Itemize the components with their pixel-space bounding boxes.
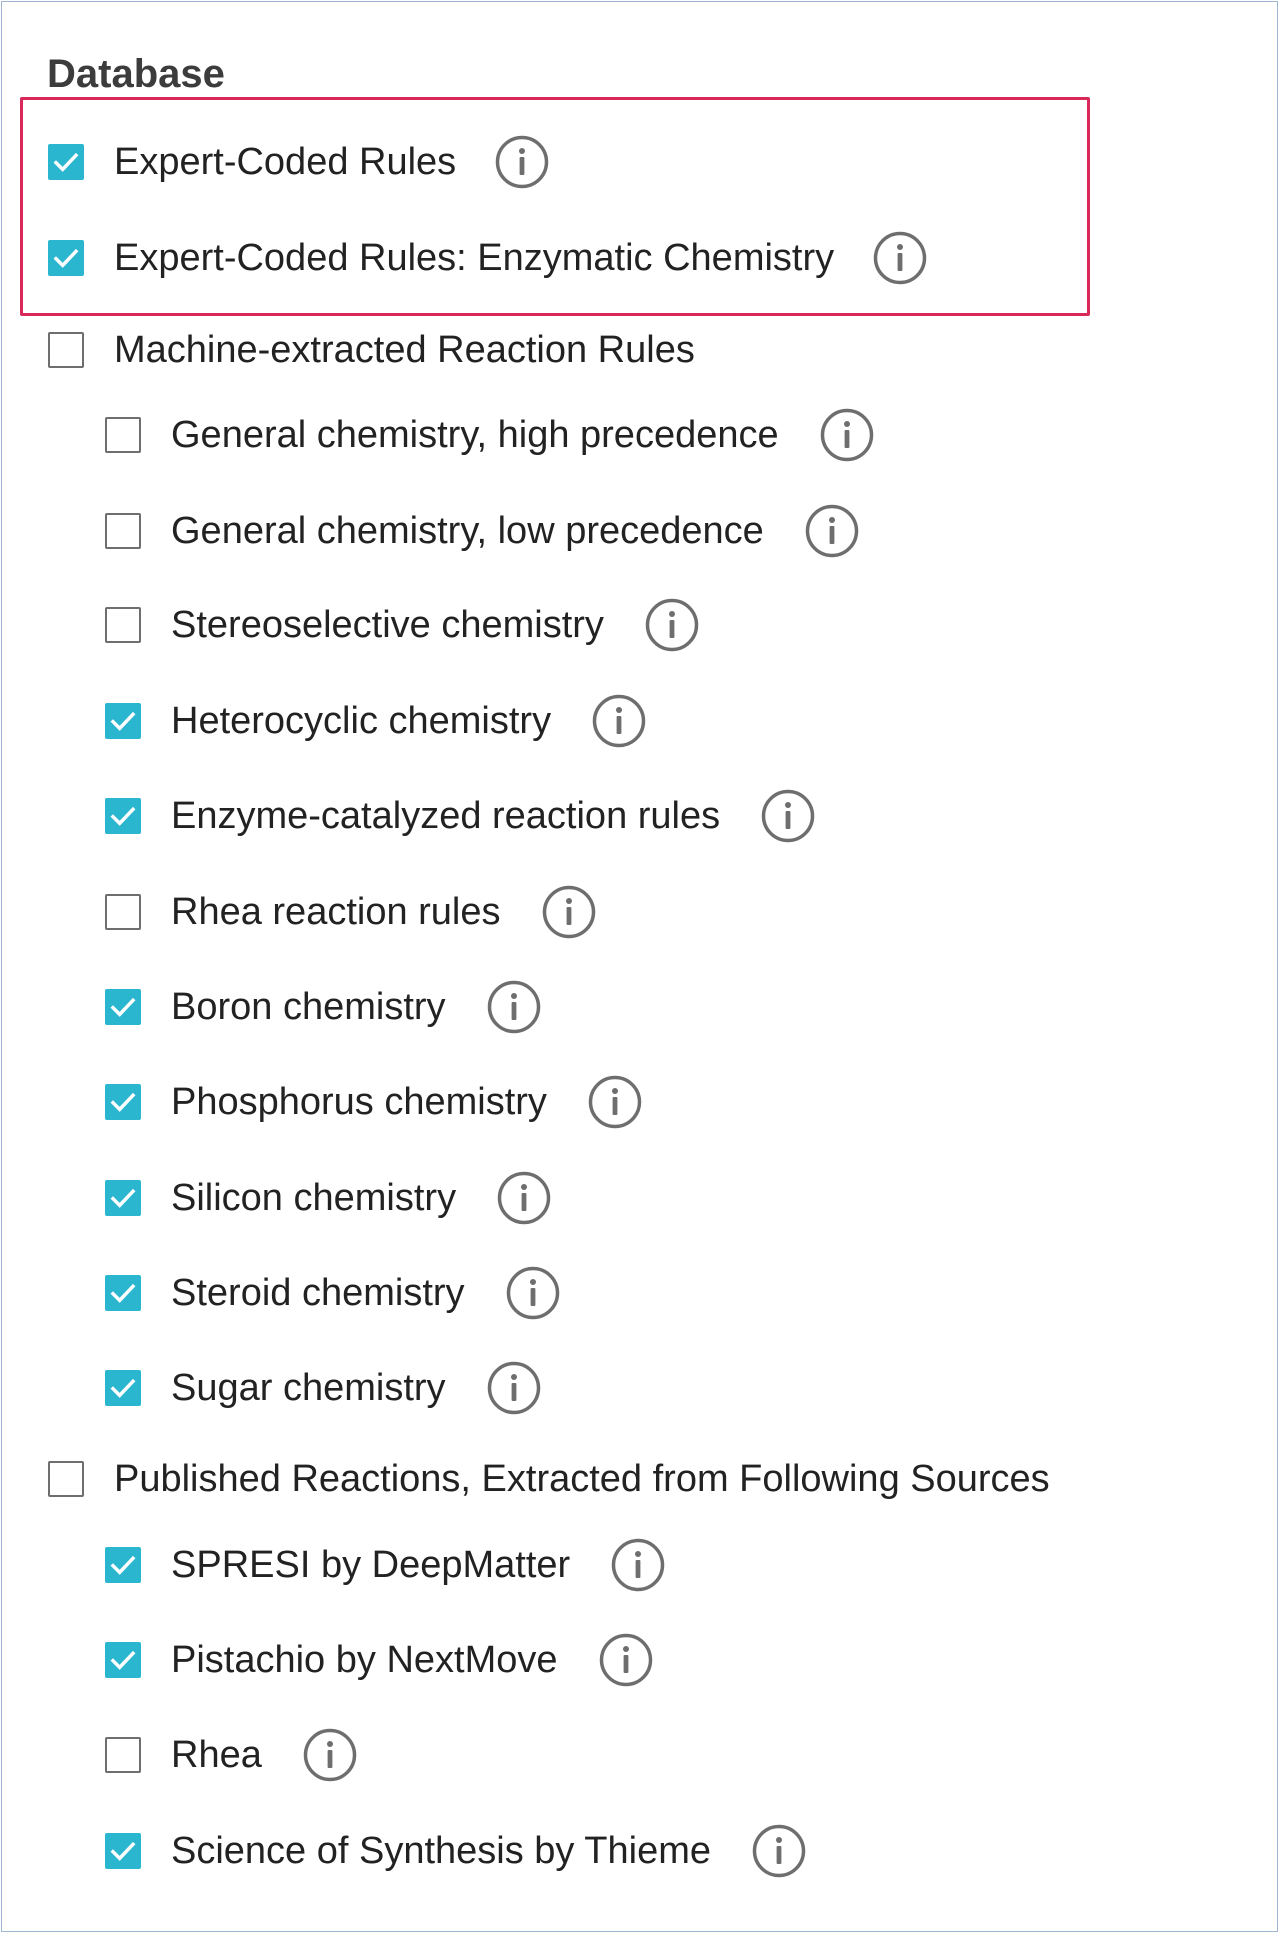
- info-icon[interactable]: [751, 1823, 807, 1879]
- checkbox-enzyme-catalyzed-reaction-rules[interactable]: [105, 798, 141, 834]
- checkbox-heterocyclic-chemistry[interactable]: [105, 703, 141, 739]
- checkbox-general-chemistry-low-precedence[interactable]: [105, 513, 141, 549]
- info-icon[interactable]: [610, 1537, 666, 1593]
- option-label-rhea-reaction-rules[interactable]: Rhea reaction rules: [171, 891, 501, 933]
- option-row-expert-coded-rules-enzymatic[interactable]: [48, 228, 928, 288]
- info-icon[interactable]: [541, 884, 597, 940]
- option-row-expert-coded-rules[interactable]: [48, 132, 550, 192]
- option-row-spresi-by-deepmatter[interactable]: [105, 1535, 666, 1595]
- checkbox-science-of-synthesis-by-thieme[interactable]: [105, 1833, 141, 1869]
- option-row-rhea[interactable]: [105, 1725, 358, 1785]
- checkbox-stereoselective-chemistry[interactable]: [105, 607, 141, 643]
- option-row-boron-chemistry[interactable]: [105, 977, 542, 1037]
- option-label-pistachio-by-nextmove[interactable]: Pistachio by NextMove: [171, 1639, 558, 1681]
- option-row-sugar-chemistry[interactable]: [105, 1358, 542, 1418]
- info-icon[interactable]: [804, 503, 860, 559]
- checkbox-general-chemistry-high-precedence[interactable]: [105, 417, 141, 453]
- checkmark-icon: [107, 705, 139, 737]
- checkbox-spresi-by-deepmatter[interactable]: [105, 1547, 141, 1583]
- checkmark-icon: [107, 1277, 139, 1309]
- option-row-stereoselective-chemistry[interactable]: [105, 595, 700, 655]
- checkbox-sugar-chemistry[interactable]: [105, 1370, 141, 1406]
- database-panel: [1, 1, 1278, 1932]
- info-icon[interactable]: [496, 1170, 552, 1226]
- checkbox-boron-chemistry[interactable]: [105, 989, 141, 1025]
- info-icon[interactable]: [872, 230, 928, 286]
- checkmark-icon: [50, 242, 82, 274]
- option-row-pistachio-by-nextmove[interactable]: [105, 1630, 654, 1690]
- checkmark-icon: [107, 1372, 139, 1404]
- info-icon[interactable]: [819, 407, 875, 463]
- option-row-steroid-chemistry[interactable]: [105, 1263, 561, 1323]
- checkbox-phosphorus-chemistry[interactable]: [105, 1084, 141, 1120]
- option-label-sugar-chemistry[interactable]: Sugar chemistry: [171, 1367, 446, 1409]
- checkbox-expert-coded-rules[interactable]: [48, 144, 84, 180]
- option-label-published-reactions[interactable]: Published Reactions, Extracted from Following Sources: [114, 1458, 1050, 1500]
- checkmark-icon: [107, 1182, 139, 1214]
- option-row-silicon-chemistry[interactable]: [105, 1168, 552, 1228]
- checkmark-icon: [107, 991, 139, 1023]
- option-label-general-chemistry-low-precedence[interactable]: General chemistry, low precedence: [171, 510, 764, 552]
- option-row-general-chemistry-high-precedence[interactable]: [105, 405, 875, 465]
- option-row-machine-extracted-reaction-rules[interactable]: [48, 320, 695, 380]
- checkmark-icon: [50, 146, 82, 178]
- checkbox-pistachio-by-nextmove[interactable]: [105, 1642, 141, 1678]
- checkbox-expert-coded-rules-enzymatic[interactable]: [48, 240, 84, 276]
- option-label-science-of-synthesis-by-thieme[interactable]: Science of Synthesis by Thieme: [171, 1830, 712, 1872]
- checkbox-silicon-chemistry[interactable]: [105, 1180, 141, 1216]
- checkmark-icon: [107, 1644, 139, 1676]
- info-icon[interactable]: [486, 979, 542, 1035]
- checkbox-machine-extracted-reaction-rules[interactable]: [48, 332, 84, 368]
- option-label-heterocyclic-chemistry[interactable]: Heterocyclic chemistry: [171, 700, 552, 742]
- option-label-rhea[interactable]: Rhea: [171, 1734, 262, 1776]
- option-row-heterocyclic-chemistry[interactable]: [105, 691, 647, 751]
- option-row-phosphorus-chemistry[interactable]: [105, 1072, 643, 1132]
- info-icon[interactable]: [302, 1727, 358, 1783]
- option-row-enzyme-catalyzed-reaction-rules[interactable]: [105, 786, 816, 846]
- option-label-boron-chemistry[interactable]: Boron chemistry: [171, 986, 446, 1028]
- option-label-expert-coded-rules[interactable]: Expert-Coded Rules: [114, 141, 457, 183]
- option-label-machine-extracted-reaction-rules[interactable]: Machine-extracted Reaction Rules: [114, 329, 695, 371]
- info-icon[interactable]: [587, 1074, 643, 1130]
- info-icon[interactable]: [644, 597, 700, 653]
- option-row-science-of-synthesis-by-thieme[interactable]: [105, 1821, 807, 1881]
- info-icon[interactable]: [760, 788, 816, 844]
- option-label-enzyme-catalyzed-reaction-rules[interactable]: Enzyme-catalyzed reaction rules: [171, 795, 721, 837]
- option-label-silicon-chemistry[interactable]: Silicon chemistry: [171, 1177, 457, 1219]
- option-label-spresi-by-deepmatter[interactable]: SPRESI by DeepMatter: [171, 1544, 571, 1586]
- checkmark-icon: [107, 1549, 139, 1581]
- checkmark-icon: [107, 1086, 139, 1118]
- info-icon[interactable]: [591, 693, 647, 749]
- option-row-general-chemistry-low-precedence[interactable]: [105, 501, 860, 561]
- info-icon[interactable]: [505, 1265, 561, 1321]
- option-label-phosphorus-chemistry[interactable]: Phosphorus chemistry: [171, 1081, 547, 1123]
- checkbox-steroid-chemistry[interactable]: [105, 1275, 141, 1311]
- option-row-rhea-reaction-rules[interactable]: [105, 882, 597, 942]
- info-icon[interactable]: [598, 1632, 654, 1688]
- checkmark-icon: [107, 1835, 139, 1867]
- option-row-published-reactions[interactable]: [48, 1449, 1050, 1509]
- checkbox-rhea-reaction-rules[interactable]: [105, 894, 141, 930]
- checkmark-icon: [107, 800, 139, 832]
- info-icon[interactable]: [494, 134, 550, 190]
- option-label-general-chemistry-high-precedence[interactable]: General chemistry, high precedence: [171, 414, 779, 456]
- section-title: Database: [47, 52, 225, 96]
- option-label-stereoselective-chemistry[interactable]: Stereoselective chemistry: [171, 604, 604, 646]
- option-label-expert-coded-rules-enzymatic[interactable]: Expert-Coded Rules: Enzymatic Chemistry: [114, 237, 835, 279]
- info-icon[interactable]: [486, 1360, 542, 1416]
- checkbox-published-reactions[interactable]: [48, 1461, 84, 1497]
- option-label-steroid-chemistry[interactable]: Steroid chemistry: [171, 1272, 465, 1314]
- checkbox-rhea[interactable]: [105, 1737, 141, 1773]
